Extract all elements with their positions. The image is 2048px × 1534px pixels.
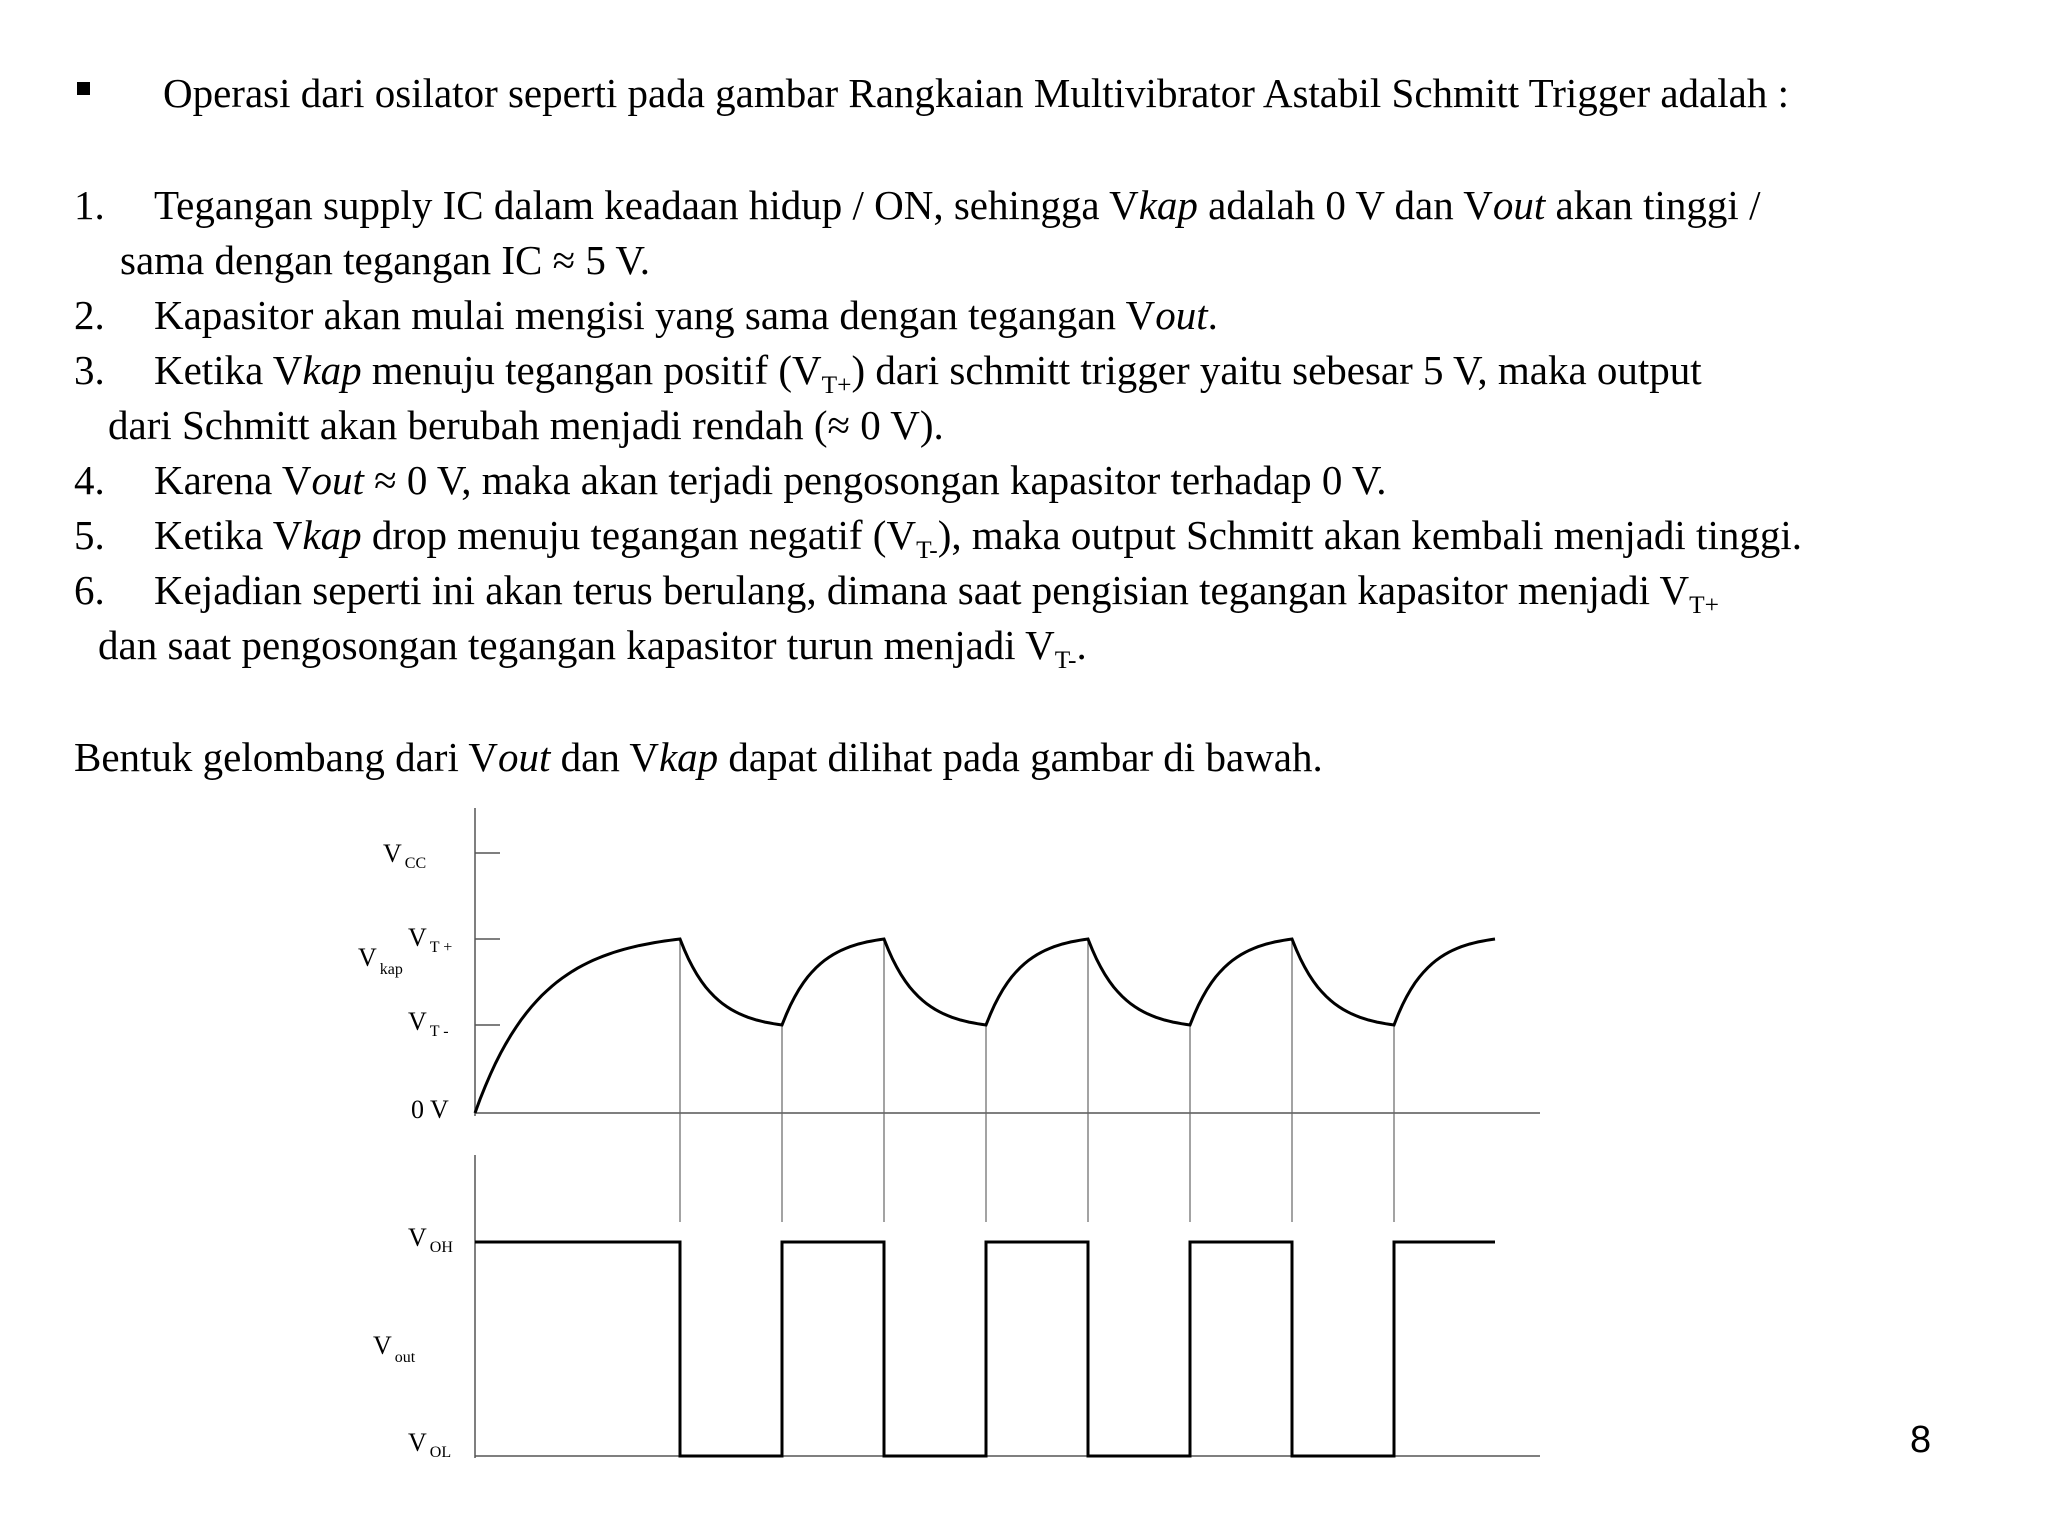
zero-volt-label: 0 V: [411, 1095, 449, 1124]
step-number: 1.: [74, 182, 105, 228]
vout-waveform: [475, 1242, 1495, 1456]
step-1-continued: sama dengan tegangan IC ≈ 5 V.: [120, 237, 650, 283]
intro-text: Operasi dari osilator seperti pada gambar Rangkaian Multivibrator Astabil Schmitt Trigger adalah :: [163, 70, 1789, 116]
step-2: 2. Kapasitor akan mulai mengisi yang sama dengan tegangan Vout.: [74, 292, 1218, 338]
vcc-label: V $_{CC}$: [383, 839, 427, 872]
switch-guides: [680, 939, 1394, 1222]
vtp-label: V $_{T +}$: [408, 923, 453, 956]
vkap-waveform: [475, 939, 1495, 1113]
step-3-continued: dari Schmitt akan berubah menjadi rendah (≈ 0 V).: [108, 402, 944, 448]
step-4: 4. Karena Vout ≈ 0 V, maka akan terjadi pengosongan kapasitor terhadap 0 V.: [74, 457, 1387, 503]
vtm-label: V $_{T -}$: [408, 1007, 449, 1040]
step-number: 3.: [74, 347, 105, 393]
step-1: 1. Tegangan supply IC dalam keadaan hidup / ON, sehingga Vkap adalah 0 V dan Vout akan tinggi /: [74, 182, 1761, 228]
vkap-label: V $_{kap}$: [358, 943, 403, 978]
step-number: 5.: [74, 512, 105, 558]
vol-label: V $_{OL}$: [408, 1428, 452, 1461]
step-5: 5. Ketika Vkap drop menuju tegangan negatif $(V_{T-})$, maka output Schmitt akan kembali menjadi tinggi.: [74, 512, 1802, 564]
voh-label: V $_{OH}$: [408, 1223, 453, 1256]
waveform-caption: Bentuk gelombang dari Vout dan Vkap dapat dilihat pada gambar di bawah.: [74, 734, 1323, 780]
step-6-continued: dan saat pengosongan tegangan kapasitor turun menjadi $V_{T-}$.: [98, 622, 1087, 674]
step-number: 4.: [74, 457, 105, 503]
page-number: 8: [1910, 1419, 1932, 1461]
vout-label: V $_{out}$: [373, 1331, 416, 1366]
step-number: 2.: [74, 292, 105, 338]
step-3: 3. Ketika Vkap menuju tegangan positif $(V_{T+})$ dari schmitt trigger yaitu sebesar 5 V, maka output: [74, 347, 1702, 399]
step-6: 6. Kejadian seperti ini akan terus berulang, dimana saat pengisian tegangan kapasitor menjadi $V_{T+}$: [74, 567, 1719, 619]
step-number: 6.: [74, 567, 105, 613]
